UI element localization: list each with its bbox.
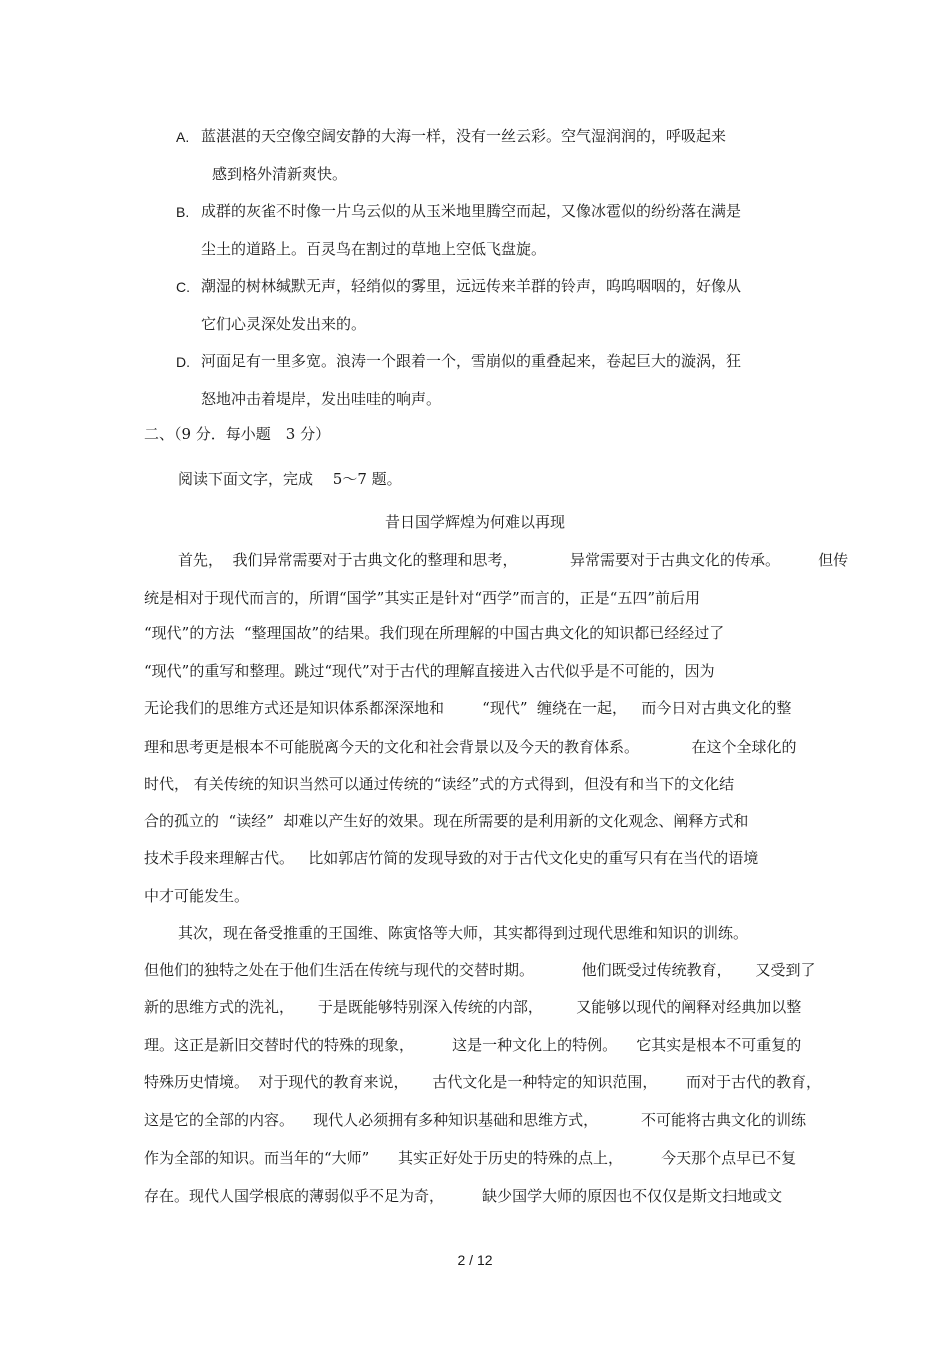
paragraph1-line: “现代”的重写和整理。跳过“现代”对于古代的理解直接进入古代似乎是不可能的，因为	[144, 662, 715, 680]
paragraph1-line: 无论我们的思维方式还是知识体系都深深地和 “现代” 缠绕在一起， 而今日对古典文化的整	[144, 699, 792, 717]
paragraph1-line: 中才可能发生。	[144, 887, 250, 905]
option-c-line2: 它们心灵深处发出来的。	[201, 315, 367, 333]
option-a-line2: 感到格外清新爽快。	[212, 165, 348, 183]
paragraph1-line: 统是相对于现代而言的，所谓“国学”其实正是针对“西学”而言的，正是“五四”前后用	[144, 589, 701, 607]
option-c-line1: 潮湿的树林缄默无声，轻绡似的雾里，远远传来羊群的铃声，呜呜咽咽的，好像从	[201, 277, 742, 295]
paragraph2-line: 但他们的独特之处在于他们生活在传统与现代的交替时期。 他们既受过传统教育， 又受到了	[144, 961, 816, 979]
option-b-letter: B.	[176, 204, 190, 220]
paragraph2-line: 其次，现在备受推重的王国维、陈寅恪等大师，其实都得到过现代思维和知识的训练。	[178, 924, 749, 942]
option-b-line1: 成群的灰雀不时像一片乌云似的从玉米地里腾空而起，又像冰雹似的纷纷落在满是	[201, 202, 742, 220]
option-a-line1: 蓝湛湛的天空像空阔安静的大海一样，没有一丝云彩。空气湿润润的，呼吸起来	[201, 127, 727, 145]
option-b-line2: 尘土的道路上。百灵鸟在割过的草地上空低飞盘旋。	[201, 240, 547, 258]
section-heading: 二、（9 分．每小题 3 分）	[144, 425, 331, 443]
paragraph2-line: 理。这正是新旧交替时代的特殊的现象， 这是一种文化上的特例。 它其实是根本不可重复的	[144, 1036, 802, 1054]
paragraph2-line: 存在。现代人国学根底的薄弱似乎不足为奇， 缺少国学大师的原因也不仅仅是斯文扫地或文	[144, 1187, 783, 1205]
article-title: 昔日国学辉煌为何难以再现	[384, 513, 565, 531]
paragraph1-line: 首先， 我们异常需要对于古典文化的整理和思考， 异常需要对于古典文化的传承。 但传	[178, 551, 849, 569]
option-d-letter: D.	[176, 354, 190, 370]
option-d-line1: 河面足有一里多宽。浪涛一个跟着一个，雪崩似的重叠起来，卷起巨大的漩涡，狂	[201, 352, 742, 370]
paragraph1-line: 时代， 有关传统的知识当然可以通过传统的“读经”式的方式得到，但没有和当下的文化结	[144, 775, 735, 793]
paragraph2-line: 作为全部的知识。而当年的“大师” 其实正好处于历史的特殊的点上， 今天那个点早已不复	[144, 1149, 797, 1167]
paragraph2-line: 特殊历史情境。 对于现代的教育来说， 古代文化是一种特定的知识范围， 而对于古代的教育，	[144, 1073, 821, 1091]
paragraph1-line: 理和思考更是根本不可能脱离今天的文化和社会背景以及今天的教育体系。 在这个全球化的	[144, 738, 797, 756]
paragraph1-line: 合的孤立的 “读经” 却难以产生好的效果。现在所需要的是利用新的文化观念、阐释方式和	[144, 812, 749, 830]
option-c-letter: C.	[176, 279, 190, 295]
paragraph2-line: 这是它的全部的内容。 现代人必须拥有多种知识基础和思维方式， 不可能将古典文化的训练	[144, 1111, 806, 1129]
paragraph1-line: 技术手段来理解古代。 比如郭店竹简的发现导致的对于古代文化史的重写只有在当代的语境	[144, 849, 759, 867]
paragraph1-line: “现代”的方法 “整理国故”的结果。我们现在所理解的中国古典文化的知识都已经经过了	[144, 624, 725, 642]
option-d-line2: 怒地冲击着堤岸，发出哇哇的响声。	[201, 390, 442, 408]
paragraph2-line: 新的思维方式的洗礼， 于是既能够特别深入传统的内部， 又能够以现代的阐释对经典加以整	[144, 998, 802, 1016]
section-instruction: 阅读下面文字，完成 5～7 题。	[178, 470, 402, 488]
option-a-letter: A.	[176, 129, 190, 145]
page-number: 2 / 12	[457, 1252, 493, 1268]
